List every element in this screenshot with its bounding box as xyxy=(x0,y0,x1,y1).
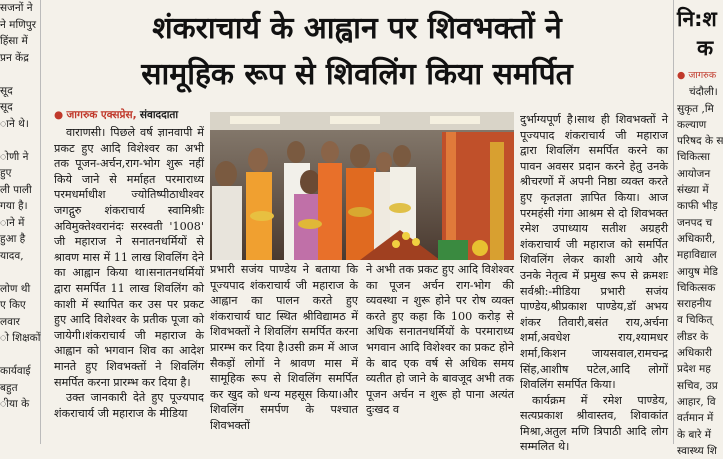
adjacent-text-line: हुए xyxy=(0,167,12,179)
adjacent-text-line: जनपद च xyxy=(677,216,713,229)
adjacent-article-right xyxy=(673,0,723,457)
adjacent-text-line: काफी भीड़ xyxy=(677,200,718,213)
article-column-3 xyxy=(366,262,514,444)
adjacent-text-line: आहार, वि xyxy=(677,395,716,408)
adjacent-article-left xyxy=(0,0,41,444)
adjacent-text-line xyxy=(0,66,40,83)
adjacent-text-line: ए किए xyxy=(0,299,26,311)
paragraph: उक्त जानकारी देते हुए पूज्यपाद शंकराचार्य जी महाराज के मीडिया xyxy=(54,391,204,420)
adjacent-text-line: लीडर के xyxy=(677,330,709,343)
headline xyxy=(48,6,666,98)
adjacent-text-line: अधिकारी, xyxy=(677,232,716,245)
adjacent-text-line: कार्यवाई xyxy=(0,365,31,377)
adjacent-text-line: यादव, xyxy=(0,249,24,262)
adjacent-text-line: ाने थे। xyxy=(0,117,29,130)
adjacent-text xyxy=(677,84,723,459)
news-photo xyxy=(210,112,514,260)
adjacent-text-line: संख्या में xyxy=(677,184,709,197)
adjacent-text-line: सूद xyxy=(0,101,13,113)
adjacent-text-line: चिकित्सक xyxy=(677,281,716,294)
group-photo-image xyxy=(210,112,514,260)
adjacent-byline: ● जागरुक xyxy=(677,70,717,81)
adjacent-text-line: चिकित्सा xyxy=(677,151,710,164)
byline-desk: संवाददाता xyxy=(139,109,179,121)
article-column-1 xyxy=(54,125,204,444)
adjacent-text-line: ने मणिपुर xyxy=(0,18,37,31)
adjacent-text-line: सुकृत ,मि xyxy=(677,102,714,115)
adjacent-text-line: ीया के xyxy=(0,398,30,410)
adjacent-text-line: गया है। xyxy=(0,200,28,212)
byline-source: जागरुक एक्सप्रेस, xyxy=(66,109,137,121)
adjacent-text-line: प्रदेश मह xyxy=(677,363,711,376)
paragraph: ने अभी तक प्रकट हुए आदि विशेश्वर का पूजन अर्चन राग-भोग की व्यवस्था न शुरू होने पर रोष व्यक्त करते हुए कहा कि 100 करोड़ से अधिक सनातनधर्मियों के परमाराध्य भगवान आदि विशेश्वर का प्रकट होने के बाद एक वर्ष से अधिक समय व्यतीत हो जाने के बावजूद अभी तक पूजन अर्चन न शुरू हो पाना अत्यंत दुःखद व xyxy=(366,263,514,417)
adjacent-byline-source: जागरुक xyxy=(688,70,717,81)
adjacent-text-line: वर्तमान में xyxy=(677,412,714,425)
byline xyxy=(54,108,204,122)
adjacent-text-line: चंदौली। xyxy=(689,86,718,99)
paragraph: वाराणसी। पिछले वर्ष ज्ञानवापी में प्रकट हुए आदि विशेश्वर का अभी तक पूजन-अर्चन,राग-भोग शुरू नहीं किये जाने से मर्माहत परमाराध्य परमधर्माधीश ज्योतिष्पीठाधीश्वर जगद्गुरु शंकराचार्य स्वामिश्रीः अविमुक्तेश्वरानंदः सरस्वती '1008' जी महाराज ने सनातनधर्मियों से श्रावण मास में 11 लाख शिवलिंग देने का आह्वान किया था।सनातनधर्मियों द्वारा समर्पित 11 लाख शिवलिंग को काशी में स्थापित कर उस पर प्रकट हुए आदि विशेश्वर के प्रतीक पूजा को जायेगी।शंकराचार्य जी महाराज के आह्वान को भगवान शिव का आदेश मानते हुए शिवभक्तों ने शिवलिंग समर्पित करना प्रारम्भ कर दिया है। xyxy=(54,126,204,389)
adjacent-text-line: ो शिक्षकों xyxy=(0,332,41,344)
adjacent-text-line: महाविद्याल xyxy=(677,249,717,262)
adjacent-text-line: बहुत xyxy=(0,381,18,394)
adjacent-text-line: आयोजन xyxy=(677,167,711,180)
adjacent-headline-2: क xyxy=(697,36,714,60)
paragraph: कार्यक्रम में रमेश पाण्डेय, सत्यप्रकाश श्रीवास्तव, शिवाकांत मिश्रा,अतुल मणि त्रिपाठी आदि लोग सम्मलित थे। xyxy=(520,393,668,454)
paragraph: दुर्भाग्यपूर्ण है।साथ ही शिवभक्तों ने पूज्यपाद शंकराचार्य जी महाराज द्वारा शिवलिंग समर्पित करने का पावन अवसर प्रदान करने हेतु उनके श्रीचरणों में अपनी निष्ठा व्यक्त करते हुए कृतज्ञता ज्ञापित किया। आज परमहंसी गंगा आश्रम से दो शिवभक्त रमेश उपाध्याय सतीश अग्रहरी शंकराचार्य जी महाराज को समर्पित शिवलिंग लेकर काशी आये और उनके नेतृत्व में प्रमुख रूप से क्रमशः सर्वश्री:-मीडिया प्रभारी सजंय पाण्डेय,श्रीप्रकाश पाण्डेय,डॉ अभय शंकर तिवारी,बसंत राय,अर्चना शर्मा,अवधेश राय,श्यामधर शर्मा,किशन जायसवाल,रामचन्द्र सिंह,आशीष पटेल,आदि लोगों शिवलिंग समर्पित किया। xyxy=(520,113,668,392)
article-column-2 xyxy=(210,262,358,444)
adjacent-headline-1: नि:श xyxy=(677,7,717,31)
adjacent-text-line: ोणी ने xyxy=(0,150,29,163)
adjacent-text-line: सचिव, उप्र xyxy=(677,379,718,392)
adjacent-text-line: ली पाली xyxy=(0,183,32,196)
headline-line-2: सामूहिक रूप से शिवलिंग किया समर्पित xyxy=(141,57,573,92)
adjacent-text-line: सजनों ने xyxy=(0,2,33,14)
adjacent-text-line: लोण थी xyxy=(0,282,31,295)
adjacent-text-line: ाने में xyxy=(0,216,25,229)
adjacent-text-line: सूद xyxy=(0,84,13,97)
adjacent-text-line: हिंसा में xyxy=(0,35,28,47)
adjacent-text-line xyxy=(0,264,40,281)
adjacent-text-line: प्रन केंद्र xyxy=(0,51,29,64)
bullet-icon: ● xyxy=(54,109,64,121)
adjacent-text-line xyxy=(0,347,40,364)
adjacent-text-line xyxy=(0,132,40,149)
adjacent-text-line: व चिकित् xyxy=(677,314,713,327)
adjacent-text-line: के बारे में xyxy=(677,428,712,441)
adjacent-text-line: सराहनीय xyxy=(677,298,712,311)
adjacent-text-line: अधिकारी xyxy=(677,347,712,360)
adjacent-text-line: आयुष मेडि xyxy=(677,265,718,278)
adjacent-text-line: हुआ है xyxy=(0,233,26,245)
article-column-4 xyxy=(520,112,668,454)
adjacent-text-line: कल्याण xyxy=(677,118,707,131)
adjacent-text-line: स्वास्थ्य शि xyxy=(677,444,717,457)
paragraph: प्रभारी सजंय पाण्डेय ने बताया कि पूज्यपाद शंकराचार्य जी महाराज के आह्वान का पालन करते हुए शंकराचार्य घाट स्थित श्रीविद्यामठ में शिवभक्तों ने शिवलिंग समर्पित करना प्रारम्भ कर दिया है।उसी क्रम में आज सैकड़ों लोगों ने श्रावण मास में सामूहिक रूप से शिवलिंग समर्पित कर खुद को धन्य महसूस किया।और शिवलिंग समर्पण के पश्चात शिवभक्तों xyxy=(210,263,358,432)
adjacent-text-line: परिषद के स xyxy=(677,135,723,148)
adjacent-text-line: लवार xyxy=(0,315,20,328)
headline-line-1: शंकराचार्य के आह्वान पर शिवभक्तों ने xyxy=(152,11,562,46)
